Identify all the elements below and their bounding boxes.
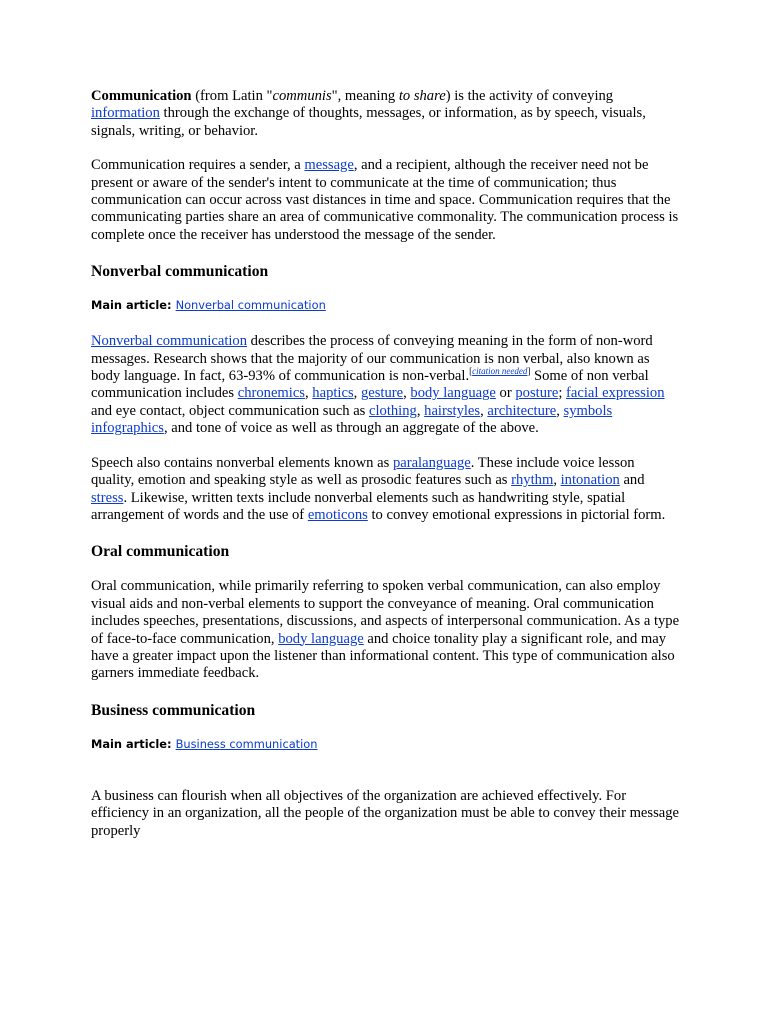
intro-text: ) is the activity of conveying <box>445 88 614 104</box>
citation-needed <box>469 366 530 376</box>
link-main-nonverbal[interactable]: Nonverbal communication <box>175 298 326 313</box>
intro-text: ", meaning <box>331 88 399 104</box>
separator: , <box>416 402 425 419</box>
paragraph-requirements <box>91 157 681 244</box>
separator: ; <box>558 385 567 402</box>
link-paralanguage[interactable]: paralanguage <box>392 454 471 471</box>
link-information[interactable]: information <box>91 105 160 122</box>
heading-business: Business communication <box>91 701 256 719</box>
link-symbols[interactable]: symbols <box>563 402 613 419</box>
link-architecture[interactable]: architecture <box>487 402 557 419</box>
link-main-business[interactable]: Business communication <box>175 736 318 751</box>
link-body-language-oral[interactable]: body language <box>278 630 364 647</box>
link-gesture[interactable]: gesture <box>360 385 404 402</box>
body-text: and eye contact, object communication such as <box>91 402 369 419</box>
body-text: . Likewise, written texts include nonverbal elements such as handwriting style, spatial arrangement of words and the use of <box>91 489 626 523</box>
body-text: , and a recipient, although the receiver need not be present or aware of the sender's intent to communicate at the time of communication; thus communication can occur across vast distances in time and space. Communication requires that the communicating parties share an area of communicative commonality. The communication process is complete once the receiver has understood the message of the sender. <box>91 157 679 243</box>
link-stress[interactable]: stress <box>91 489 124 506</box>
main-article-label: Main article: <box>91 736 176 751</box>
link-rhythm[interactable]: rhythm <box>511 472 554 489</box>
link-clothing[interactable]: clothing <box>369 402 417 419</box>
separator: , <box>403 385 411 402</box>
separator: , <box>553 472 561 489</box>
main-article-nonverbal <box>91 297 681 313</box>
link-message[interactable]: message <box>304 157 354 174</box>
paragraph-nonverbal <box>91 333 681 437</box>
body-text: or <box>495 385 516 402</box>
heading-nonverbal: Nonverbal communication <box>91 263 269 281</box>
main-article-label: Main article: <box>91 298 176 313</box>
article-content <box>91 88 681 840</box>
cite-bracket: ] <box>527 366 531 377</box>
body-text: Oral communication, while primarily referring to spoken verbal communication, can also employ visual aids and non-verbal elements to support the conveyance of meaning. Oral communication includes speeches, presentations, discussions, and aspects of interpersonal communication. As a type of face-to-face communication, <box>91 578 680 647</box>
link-citation-needed[interactable]: citation needed <box>472 366 528 377</box>
paragraph-business: A business can flourish when all objectives of the organization are achieved effectively. For efficiency in an organization, all the people of the organization must be able to convey their message properly <box>91 787 680 839</box>
heading-oral: Oral communication <box>91 543 230 561</box>
intro-text: (from Latin " <box>191 88 273 104</box>
link-infographics[interactable]: infographics <box>91 420 164 437</box>
link-posture[interactable]: posture <box>515 385 559 402</box>
paragraph-speech <box>91 455 681 525</box>
link-facial-expression[interactable]: facial expression <box>566 385 665 402</box>
link-intonation[interactable]: intonation <box>560 472 620 489</box>
link-haptics[interactable]: haptics <box>312 385 354 402</box>
separator: , <box>305 385 313 402</box>
body-text: Communication requires a sender, a <box>91 157 305 174</box>
body-text: Speech also contains nonverbal elements known as <box>91 454 393 471</box>
cite-bracket: [ <box>469 366 473 377</box>
separator: , <box>353 385 361 402</box>
paragraph-oral <box>91 578 681 682</box>
body-text: and <box>619 472 645 489</box>
intro-term: Communication <box>91 88 192 104</box>
body-text: to convey emotional expressions in pictorial form. <box>367 506 666 523</box>
latin-word: communis <box>272 88 332 104</box>
link-chronemics[interactable]: chronemics <box>237 385 305 402</box>
intro-paragraph <box>91 88 681 140</box>
meaning-phrase: to share <box>398 88 446 104</box>
link-hairstyles[interactable]: hairstyles <box>424 402 481 419</box>
body-text: . These include voice lesson quality, emotion and speaking style as well as prosodic features such as <box>91 454 635 489</box>
intro-text: through the exchange of thoughts, messages, or information, as by speech, visuals, signals, writing, or behavior. <box>91 105 646 139</box>
body-text: and choice tonality play a significant role, and may have a greater impact upon the listener than informational content. This type of communication also garners immediate feedback. <box>91 630 675 682</box>
body-text: , and tone of voice as well as through an aggregate of the above. <box>163 420 539 437</box>
link-body-language[interactable]: body language <box>410 385 496 402</box>
separator: , <box>556 402 564 419</box>
body-text: Some of non verbal communication includes <box>91 368 649 402</box>
link-emoticons[interactable]: emoticons <box>307 506 368 523</box>
body-text: describes the process of conveying meaning in the form of non-word messages. Research shows that the majority of our communication is non verbal, also known as body language. In fact, 63-93% of communication is non-verbal. <box>91 333 653 385</box>
link-nonverbal-communication[interactable]: Nonverbal communication <box>91 333 248 350</box>
separator: , <box>480 402 488 419</box>
main-article-business <box>91 736 681 752</box>
